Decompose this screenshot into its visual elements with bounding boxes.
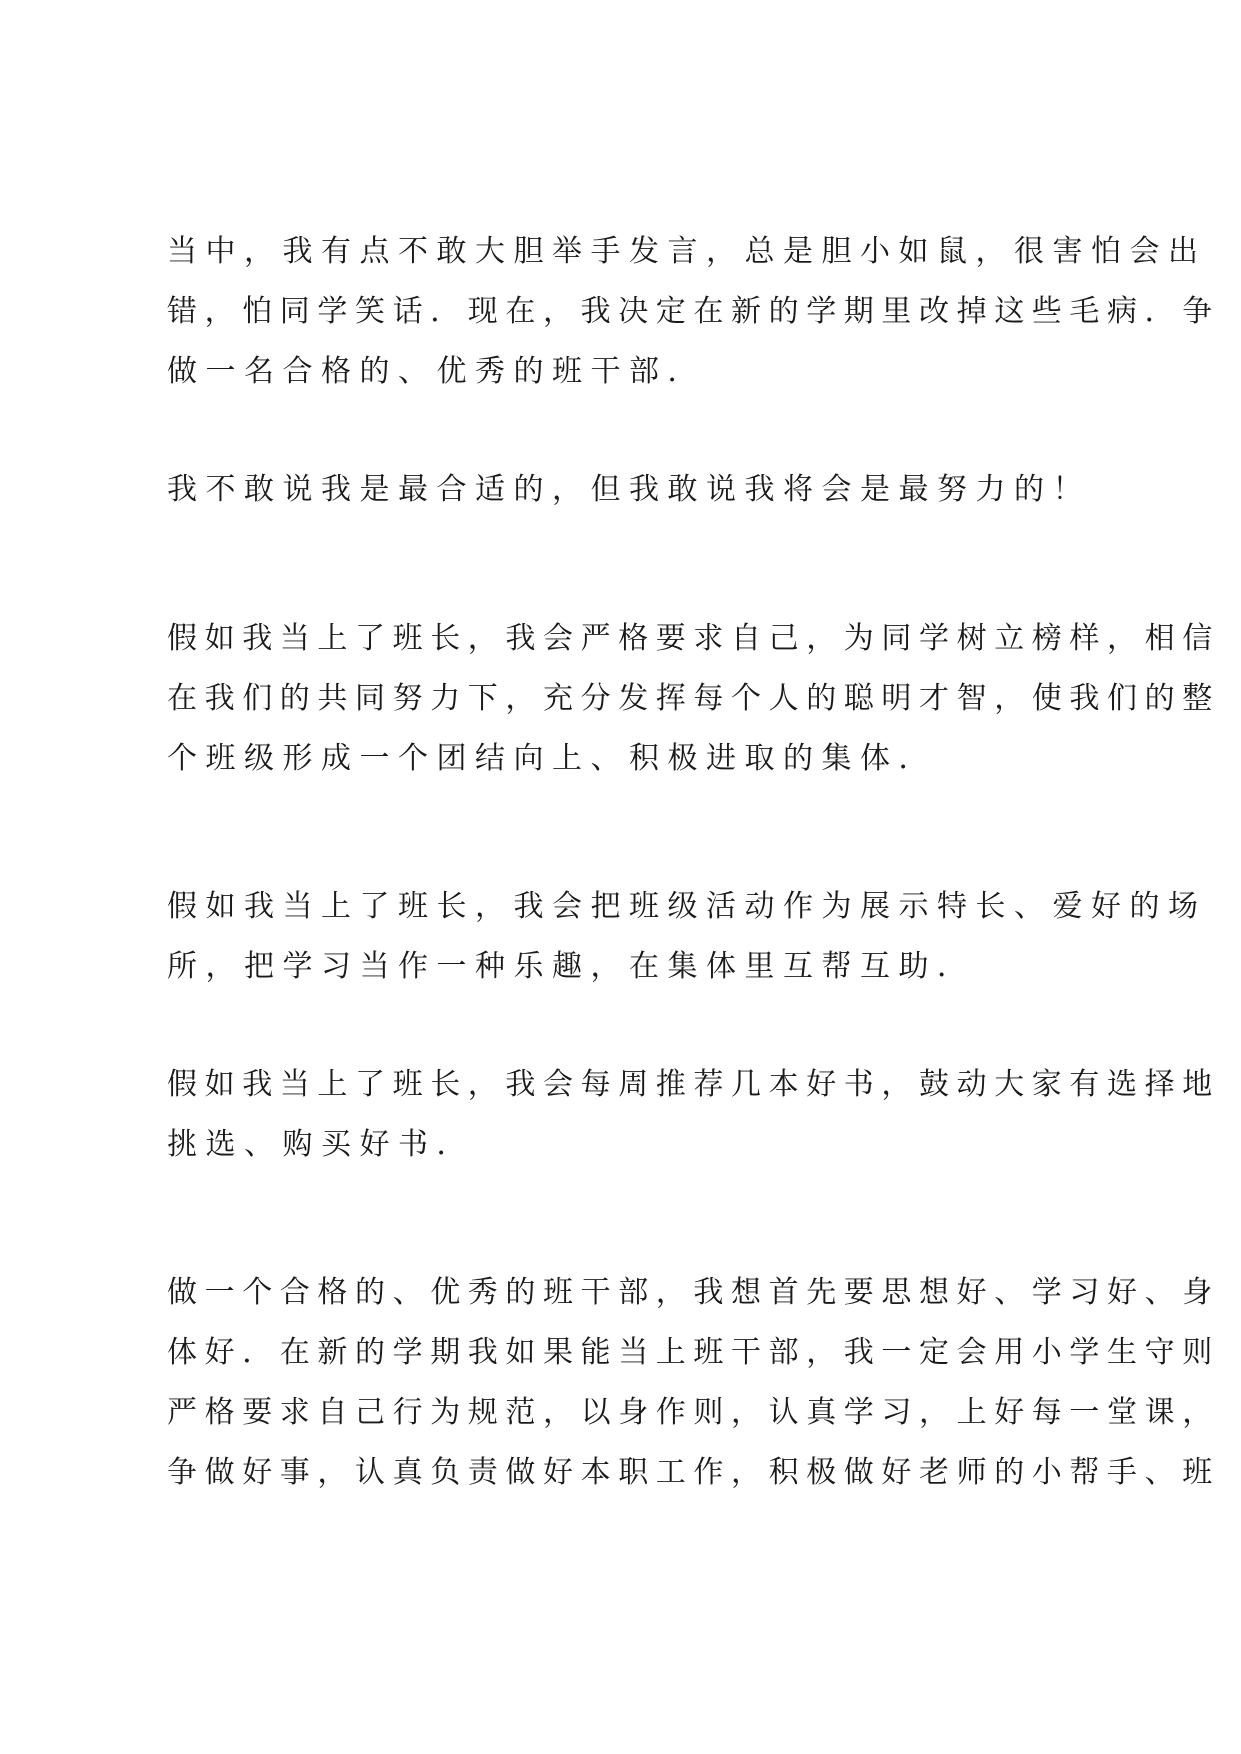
text-line-2: 错，怕同学笑话．现在，我决定在新的学期里改掉这些毛病．争 (167, 294, 1220, 329)
text-line-8: 假如我当上了班长，我会把班级活动作为展示特长、爱好的场 (167, 889, 1207, 924)
text-line-3: 做一名合格的、优秀的班干部． (167, 354, 706, 389)
text-line-14: 严格要求自己行为规范，以身作则，认真学习，上好每一堂课， (167, 1395, 1220, 1430)
text-line-15: 争做好事，认真负责做好本职工作，积极做好老师的小帮手、班 (167, 1455, 1220, 1490)
text-line-10: 假如我当上了班长，我会每周推荐几本好书，鼓动大家有选择地 (167, 1067, 1220, 1102)
text-line-12: 做一个合格的、优秀的班干部，我想首先要思想好、学习好、身 (167, 1275, 1220, 1310)
text-line-13: 体好．在新的学期我如果能当上班干部，我一定会用小学生守则 (167, 1335, 1220, 1370)
text-line-9: 所，把学习当作一种乐趣，在集体里互帮互助． (167, 949, 976, 984)
text-line-7: 个班级形成一个团结向上、积极进取的集体． (167, 741, 937, 776)
text-line-6: 在我们的共同努力下，充分发挥每个人的聪明才智，使我们的整 (167, 681, 1220, 716)
text-line-4: 我不敢说我是最合适的，但我敢说我将会是最努力的！ (167, 472, 1091, 507)
text-line-1: 当中，我有点不敢大胆举手发言，总是胆小如鼠，很害怕会出 (167, 234, 1207, 269)
text-line-11: 挑选、购买好书． (167, 1127, 475, 1162)
text-line-5: 假如我当上了班长，我会严格要求自己，为同学树立榜样，相信 (167, 621, 1220, 656)
